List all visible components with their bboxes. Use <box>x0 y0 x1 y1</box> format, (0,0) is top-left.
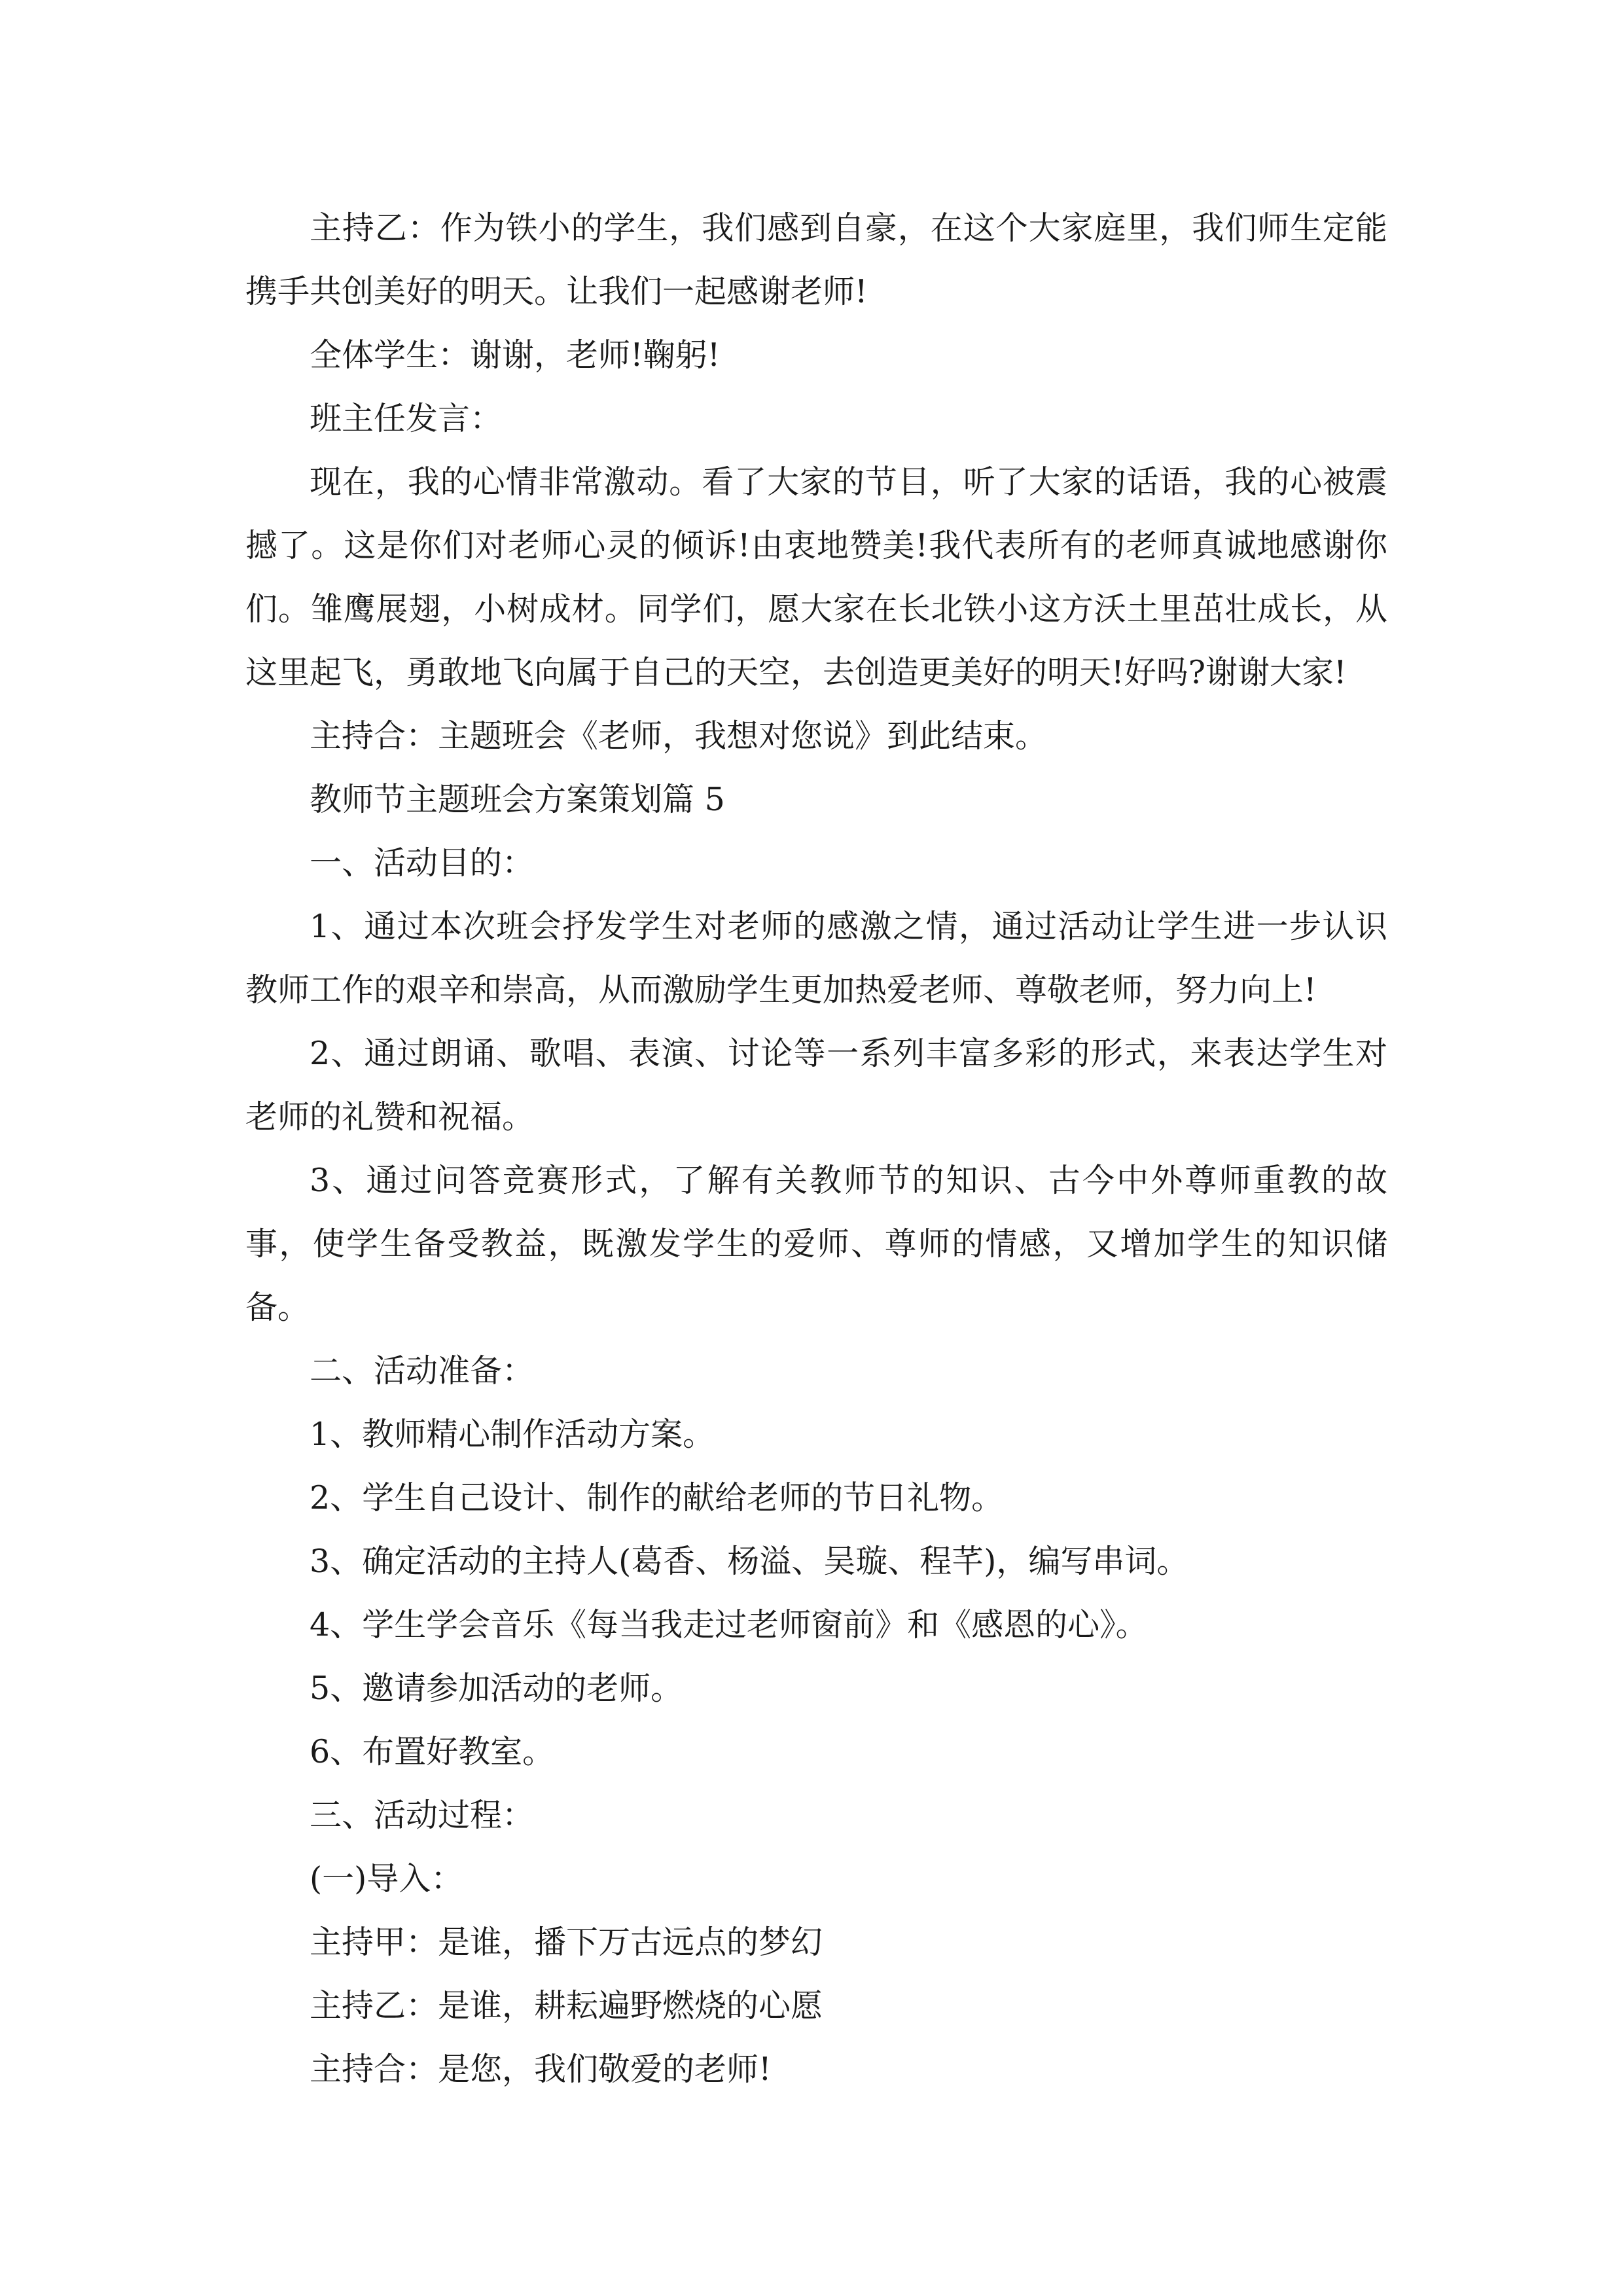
preparation-item-6: 6、布置好教室。 <box>310 1733 555 1770</box>
paragraph-all-students: 全体学生：谢谢，老师!鞠躬! <box>310 336 721 374</box>
heading-activity-preparation: 二、活动准备： <box>310 1352 535 1390</box>
heading-activity-purpose: 一、活动目的： <box>310 844 535 882</box>
purpose-item-3: 3、通过问答竞赛形式，了解有关教师节的知识、古今中外尊师重教的故事，使学生备受教益，既激发学生的爱师、尊师的情感，又增加学生的知识储备。 <box>245 1162 1387 1326</box>
preparation-item-4: 4、学生学会音乐《每当我走过老师窗前》和《感恩的心》。 <box>310 1606 1148 1643</box>
paragraph-host-together-end: 主持合：主题班会《老师，我想对您说》到此结束。 <box>310 717 1048 755</box>
purpose-item-2: 2、通过朗诵、歌唱、表演、讨论等一系列丰富多彩的形式，来表达学生对老师的礼赞和祝福。 <box>245 1035 1387 1136</box>
preparation-item-3: 3、确定活动的主持人(葛香、杨溢、吴璇、程芊)，编写串词。 <box>310 1543 1189 1580</box>
preparation-item-5: 5、邀请参加活动的老师。 <box>310 1670 683 1707</box>
line-host-b: 主持乙：是谁，耕耘遍野燃烧的心愿 <box>310 1987 823 2024</box>
section-heading-plan-5: 教师节主题班会方案策划篇 5 <box>310 781 725 818</box>
paragraph-head-teacher-speech: 现在，我的心情非常激动。看了大家的节目，听了大家的话语，我的心被震撼了。这是你们对老师心灵的倾诉!由衷地赞美!我代表所有的老师真诚地感谢你们。雏鹰展翅，小树成材。同学们，愿大家在长北铁小这方沃土里茁壮成长，从这里起飞，勇敢地飞向属于自己的天空，去创造更美好的明天!好吗?谢谢大家! <box>245 463 1387 691</box>
preparation-item-1: 1、教师精心制作活动方案。 <box>310 1416 715 1453</box>
line-host-a: 主持甲：是谁，播下万古远点的梦幻 <box>310 1924 823 1961</box>
preparation-item-2: 2、学生自己设计、制作的献给老师的节日礼物。 <box>310 1479 1004 1516</box>
heading-activity-process: 三、活动过程： <box>310 1797 535 1834</box>
line-host-together: 主持合：是您，我们敬爱的老师! <box>310 2051 772 2088</box>
subheading-introduction: (一)导入： <box>310 1860 463 1897</box>
purpose-item-1: 1、通过本次班会抒发学生对老师的感激之情，通过活动让学生进一步认识教师工作的艰辛和崇高，从而激励学生更加热爱老师、尊敬老师，努力向上! <box>245 908 1387 1009</box>
document-body <box>245 196 1387 2101</box>
paragraph-head-teacher-title: 班主任发言： <box>310 400 503 437</box>
paragraph-host-b-closing: 主持乙：作为铁小的学生，我们感到自豪，在这个大家庭里，我们师生定能携手共创美好的明天。让我们一起感谢老师! <box>245 209 1387 310</box>
